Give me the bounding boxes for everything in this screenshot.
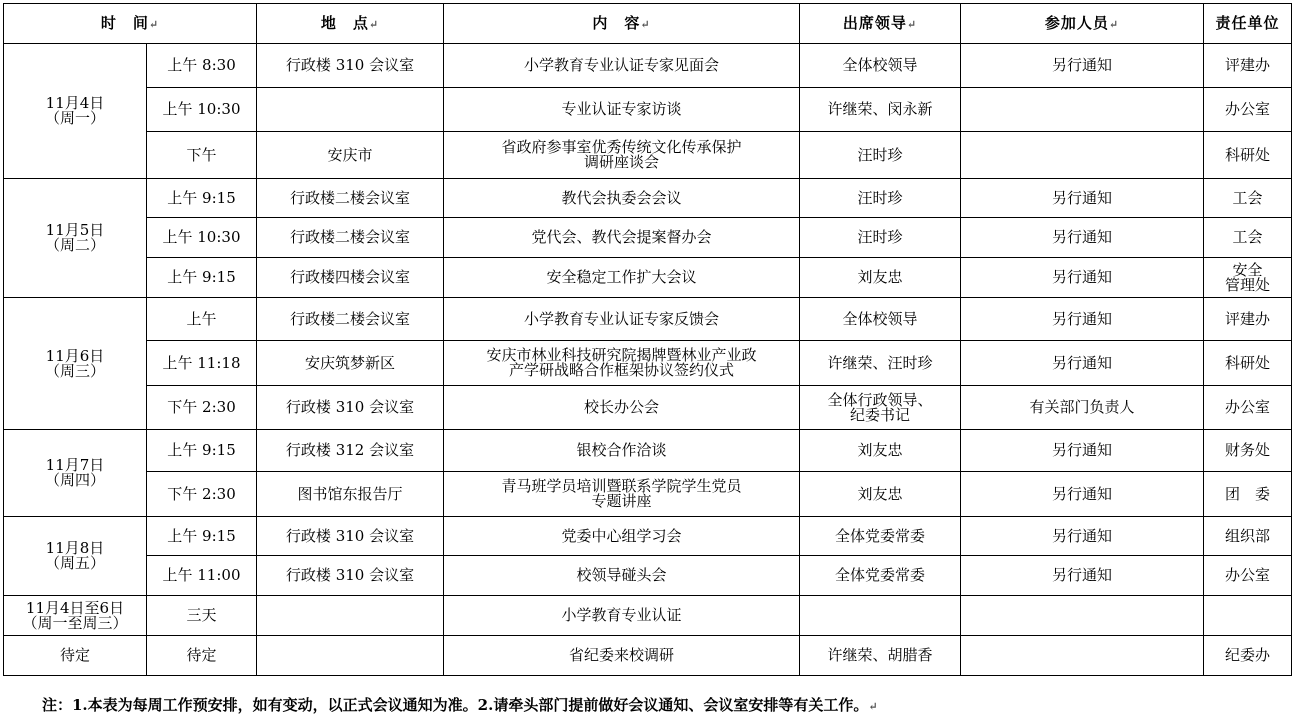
place-cell [257,596,444,636]
content-cell: 专业认证专家访谈 [444,88,800,132]
leader-cell: 许继荣、汪时珍 [800,341,961,386]
leader-cell: 汪时珍 [800,132,961,179]
place-cell [257,636,444,676]
leader-cell: 全体党委常委 [800,517,961,556]
place-cell [257,88,444,132]
attendees-cell: 另行通知 [961,298,1204,341]
attendees-cell [961,132,1204,179]
content-cell: 党代会、教代会提案督办会 [444,218,800,258]
header-attendees: 参加人员↵ [961,4,1204,44]
date-cell: 11月4日至6日 （周一至周三） [4,596,147,636]
schedule-row [4,179,1292,218]
time-cell: 上午 9:15 [147,179,257,218]
leader-cell: 全体校领导 [800,298,961,341]
unit-cell: 团 委 [1204,472,1292,517]
schedule-row [4,430,1292,472]
leader-cell: 刘友忠 [800,430,961,472]
place-cell: 行政楼二楼会议室 [257,179,444,218]
leader-cell: 全体校领导 [800,44,961,88]
leader-cell: 汪时珍 [800,218,961,258]
time-cell: 下午 [147,132,257,179]
content-cell: 小学教育专业认证专家见面会 [444,44,800,88]
time-cell: 上午 8:30 [147,44,257,88]
schedule-body [4,44,1292,676]
place-cell: 安庆筑梦新区 [257,341,444,386]
place-cell: 行政楼四楼会议室 [257,258,444,298]
place-cell: 安庆市 [257,132,444,179]
leader-cell: 刘友忠 [800,258,961,298]
header-unit: 责任单位 [1204,4,1292,44]
time-cell: 上午 11:18 [147,341,257,386]
schedule-row [4,88,1292,132]
leader-cell [800,596,961,636]
unit-cell: 科研处 [1204,132,1292,179]
leader-cell: 许继荣、闵永新 [800,88,961,132]
time-cell: 上午 10:30 [147,218,257,258]
content-cell: 校领导碰头会 [444,556,800,596]
unit-cell: 办公室 [1204,88,1292,132]
attendees-cell: 另行通知 [961,258,1204,298]
attendees-cell: 有关部门负责人 [961,386,1204,430]
weekly-schedule-table [3,3,1292,676]
header-leader: 出席领导↵ [800,4,961,44]
leader-cell: 全体行政领导、 纪委书记 [800,386,961,430]
date-cell: 11月4日 （周一） [4,44,147,179]
header-row [4,4,1292,44]
date-cell: 11月7日 （周四） [4,430,147,517]
schedule-row [4,596,1292,636]
unit-cell: 组织部 [1204,517,1292,556]
schedule-row [4,517,1292,556]
content-cell: 安庆市林业科技研究院揭牌暨林业产业政 产学研战略合作框架协议签约仪式 [444,341,800,386]
attendees-cell [961,636,1204,676]
leader-cell: 刘友忠 [800,472,961,517]
attendees-cell [961,88,1204,132]
place-cell: 行政楼 312 会议室 [257,430,444,472]
unit-cell: 工会 [1204,218,1292,258]
time-cell: 上午 10:30 [147,88,257,132]
attendees-cell: 另行通知 [961,218,1204,258]
attendees-cell: 另行通知 [961,341,1204,386]
time-cell: 下午 2:30 [147,472,257,517]
content-cell: 安全稳定工作扩大会议 [444,258,800,298]
place-cell: 行政楼二楼会议室 [257,218,444,258]
attendees-cell [961,596,1204,636]
date-cell: 待定 [4,636,147,676]
schedule-row [4,218,1292,258]
attendees-cell: 另行通知 [961,179,1204,218]
unit-cell: 财务处 [1204,430,1292,472]
leader-cell: 许继荣、胡腊香 [800,636,961,676]
time-cell: 三天 [147,596,257,636]
schedule-row [4,386,1292,430]
time-cell: 上午 [147,298,257,341]
unit-cell: 安全 管理处 [1204,258,1292,298]
place-cell: 行政楼二楼会议室 [257,298,444,341]
unit-cell: 评建办 [1204,298,1292,341]
unit-cell: 评建办 [1204,44,1292,88]
content-cell: 省纪委来校调研 [444,636,800,676]
place-cell: 行政楼 310 会议室 [257,44,444,88]
schedule-row [4,556,1292,596]
place-cell: 行政楼 310 会议室 [257,386,444,430]
content-cell: 党委中心组学习会 [444,517,800,556]
schedule-row [4,472,1292,517]
time-cell: 上午 9:15 [147,258,257,298]
place-cell: 行政楼 310 会议室 [257,556,444,596]
date-cell: 11月8日 （周五） [4,517,147,596]
schedule-row [4,636,1292,676]
time-cell: 待定 [147,636,257,676]
attendees-cell: 另行通知 [961,44,1204,88]
content-cell: 银校合作洽谈 [444,430,800,472]
attendees-cell: 另行通知 [961,472,1204,517]
content-cell: 小学教育专业认证 [444,596,800,636]
unit-cell: 办公室 [1204,386,1292,430]
unit-cell [1204,596,1292,636]
header-content: 内 容↵ [444,4,800,44]
date-cell: 11月5日 （周二） [4,179,147,298]
unit-cell: 科研处 [1204,341,1292,386]
header-place: 地 点↵ [257,4,444,44]
time-cell: 上午 11:00 [147,556,257,596]
attendees-cell: 另行通知 [961,517,1204,556]
time-cell: 下午 2:30 [147,386,257,430]
content-cell: 校长办公会 [444,386,800,430]
content-cell: 小学教育专业认证专家反馈会 [444,298,800,341]
unit-cell: 办公室 [1204,556,1292,596]
unit-cell: 工会 [1204,179,1292,218]
content-cell: 青马班学员培训暨联系学院学生党员 专题讲座 [444,472,800,517]
date-cell: 11月6日 （周三） [4,298,147,430]
schedule-row [4,341,1292,386]
schedule-row [4,132,1292,179]
place-cell: 图书馆东报告厅 [257,472,444,517]
content-cell: 教代会执委会会议 [444,179,800,218]
footnote: 注：1.本表为每周工作预安排，如有变动，以正式会议通知为准。2.请牵头部门提前做好会议通知、会议室安排等有关工作。↵ [42,696,878,714]
schedule-row [4,44,1292,88]
time-cell: 上午 9:15 [147,430,257,472]
leader-cell: 全体党委常委 [800,556,961,596]
schedule-row [4,258,1292,298]
content-cell: 省政府参事室优秀传统文化传承保护 调研座谈会 [444,132,800,179]
schedule-row [4,298,1292,341]
unit-cell: 纪委办 [1204,636,1292,676]
attendees-cell: 另行通知 [961,430,1204,472]
place-cell: 行政楼 310 会议室 [257,517,444,556]
attendees-cell: 另行通知 [961,556,1204,596]
leader-cell: 汪时珍 [800,179,961,218]
header-time: 时 间↵ [4,4,257,44]
time-cell: 上午 9:15 [147,517,257,556]
